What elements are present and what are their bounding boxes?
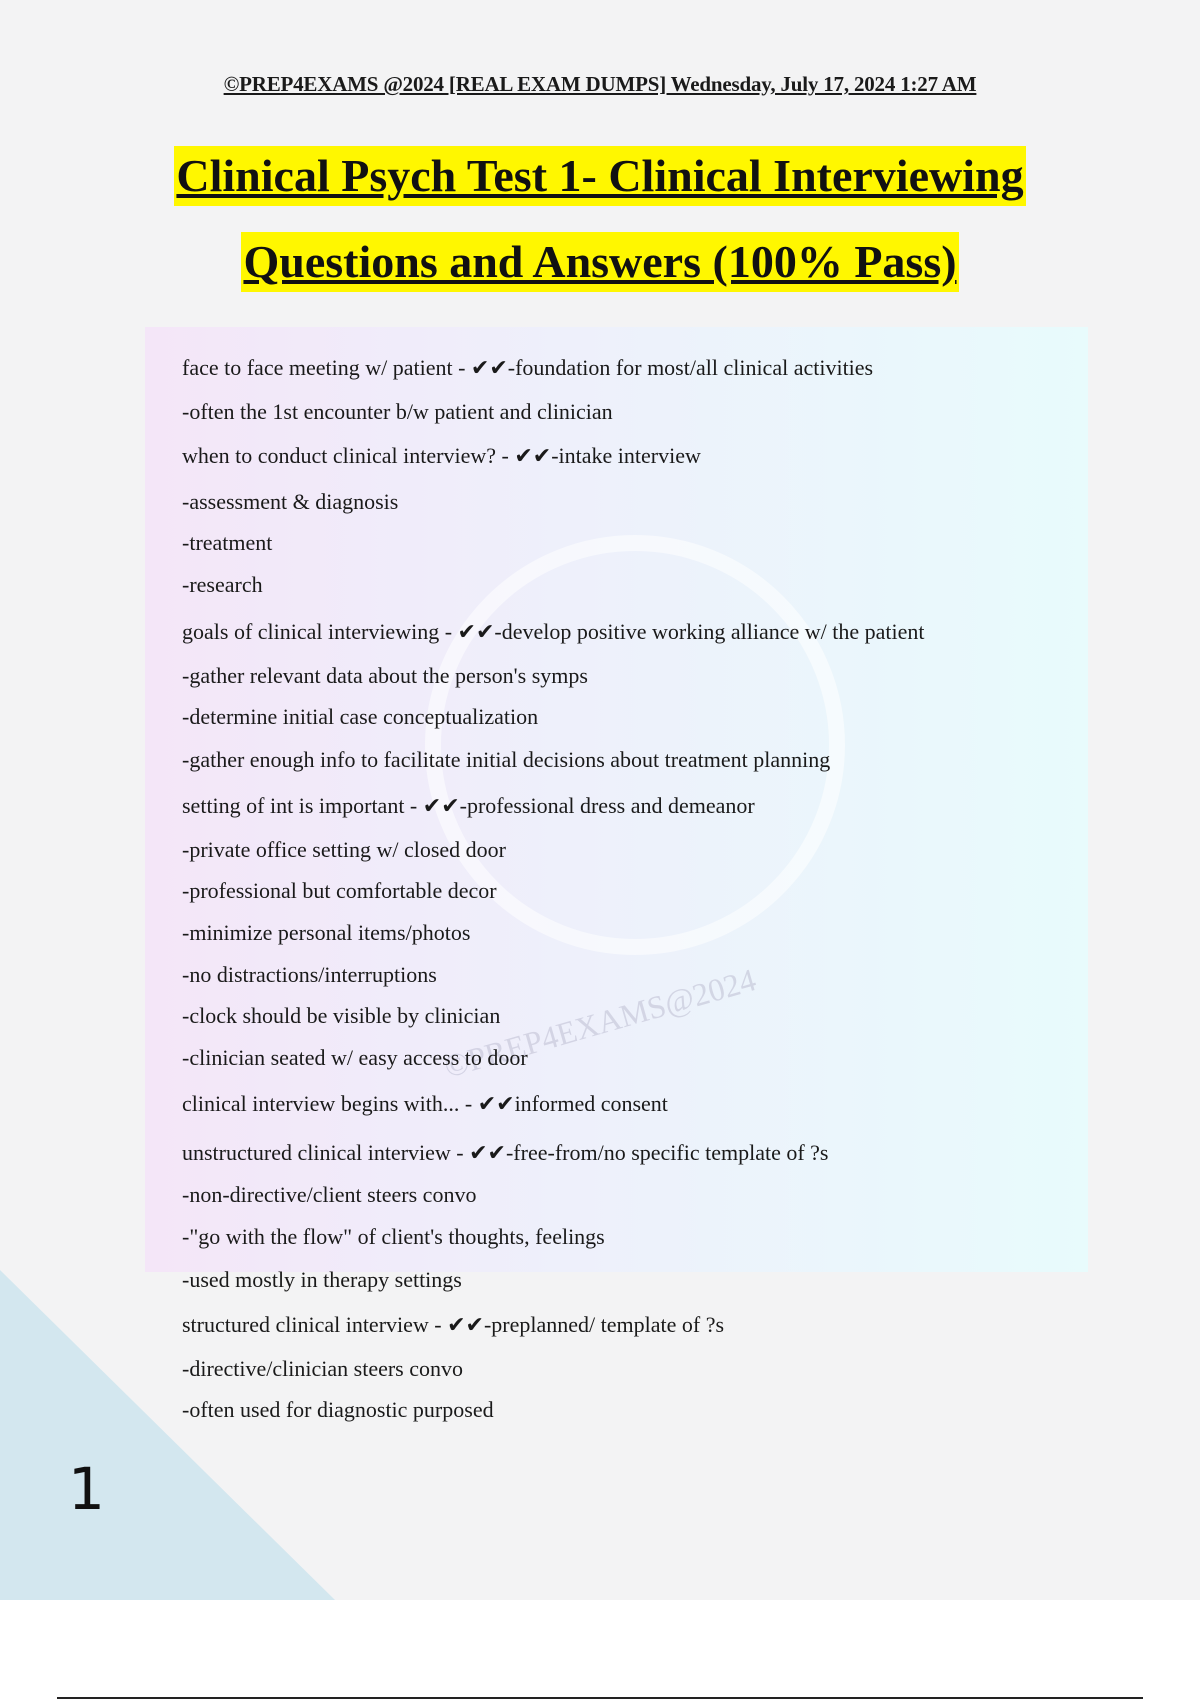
qa-line: -clinician seated w/ easy access to door bbox=[182, 1045, 528, 1070]
qa-line: -no distractions/interruptions bbox=[182, 962, 437, 987]
qa-line: goals of clinical interviewing - ✔✔-develop positive working alliance w/ the patient bbox=[182, 619, 925, 644]
qa-line: -professional but comfortable decor bbox=[182, 878, 497, 903]
qa-line: when to conduct clinical interview? - ✔✔-intake interview bbox=[182, 443, 701, 468]
qa-line: -research bbox=[182, 572, 263, 597]
qa-line: -gather enough info to facilitate initial decisions about treatment planning bbox=[182, 747, 831, 772]
qa-line: -treatment bbox=[182, 530, 273, 555]
qa-line: -non-directive/client steers convo bbox=[182, 1182, 477, 1207]
qa-line: -gather relevant data about the person's symps bbox=[182, 663, 588, 688]
qa-line: clinical interview begins with... - ✔✔informed consent bbox=[182, 1091, 668, 1116]
qa-line: -private office setting w/ closed door bbox=[182, 837, 506, 862]
qa-line: structured clinical interview - ✔✔-preplanned/ template of ?s bbox=[182, 1312, 725, 1337]
qa-line: unstructured clinical interview - ✔✔-free-from/no specific template of ?s bbox=[182, 1140, 829, 1165]
qa-line: -assessment & diagnosis bbox=[182, 489, 399, 514]
qa-line: -used mostly in therapy settings bbox=[182, 1267, 462, 1292]
qa-line: -often the 1st encounter b/w patient and clinician bbox=[182, 399, 613, 424]
qa-line: -often used for diagnostic purposed bbox=[182, 1397, 494, 1422]
page-header: ©PREP4EXAMS @2024 [REAL EXAM DUMPS] Wednesday, July 17, 2024 1:27 AM bbox=[223, 72, 977, 96]
qa-line: -minimize personal items/photos bbox=[182, 920, 471, 945]
document-title bbox=[0, 146, 1200, 318]
qa-line: setting of int is important - ✔✔-professional dress and demeanor bbox=[182, 793, 755, 818]
qa-line: -"go with the flow" of client's thoughts, feelings bbox=[182, 1224, 605, 1249]
watermark-text: ©PREP4EXAMS@2024 bbox=[440, 961, 760, 1085]
qa-line: -clock should be visible by clinician bbox=[182, 1003, 501, 1028]
qa-line: -directive/clinician steers convo bbox=[182, 1356, 463, 1381]
title-line-1: Clinical Psych Test 1- Clinical Interviewing bbox=[174, 146, 1025, 206]
page-number: 1 bbox=[68, 1455, 105, 1523]
title-line-2: Questions and Answers (100% Pass) bbox=[241, 232, 958, 292]
qa-line: face to face meeting w/ patient - ✔✔-foundation for most/all clinical activities bbox=[182, 355, 874, 380]
footer-rule bbox=[57, 1697, 1143, 1699]
qa-line: -determine initial case conceptualization bbox=[182, 704, 539, 729]
